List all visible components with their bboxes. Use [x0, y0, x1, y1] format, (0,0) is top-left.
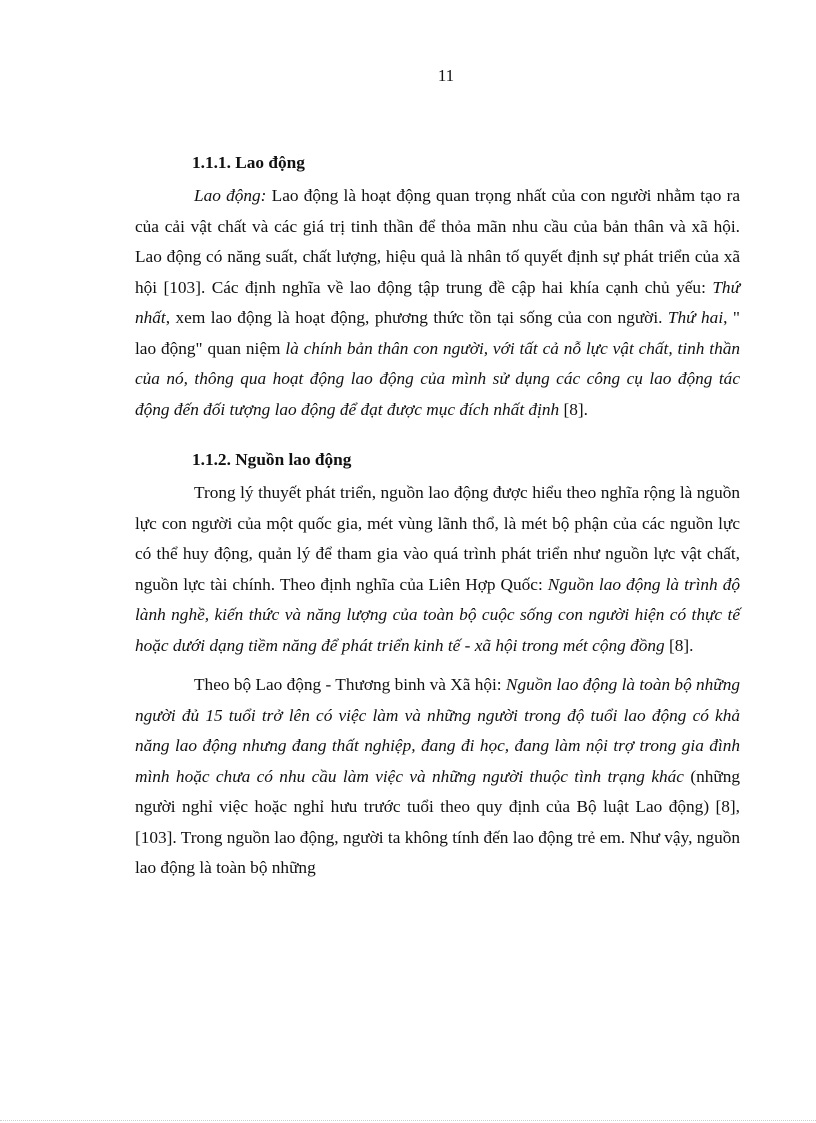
italic-ministry-definition: Nguồn lao động là toàn bộ những người đủ 15 tuổi trở lên có việc làm và những người trong độ tuổi lao động có khả năng lao động nhưng đang thất nghiệp, đang đi học, đang làm nội trợ trong gia đình mình hoặc chưa có nhu cầu làm việc và những người thuộc tình trạng khác	[135, 675, 741, 786]
citation: [8].	[559, 399, 588, 419]
paragraph-text: , xem lao động là hoạt động, phương thức tồn tại sống của con người.	[165, 308, 668, 327]
section-heading-lao-dong: 1.1.1. Lao động	[192, 153, 305, 172]
paragraph-text: Trong lý thuyết phát triển, nguồn lao động được hiểu theo nghĩa rộng là nguồn lực con người của một quốc gia, mét vùng lãnh thổ, là mét bộ phận của các nguồn lực có thể huy động, quản lý để tham gia vào quá trình phát triển như nguồn lực vật chất, nguồn lực tài chính. Theo định nghĩa của Liên Hợp Quốc:	[135, 483, 740, 594]
paragraph-ministry-definition	[135, 670, 740, 884]
paragraph-lao-dong-definition	[135, 181, 740, 425]
page-number: 11	[437, 66, 455, 85]
page-bottom-rule	[0, 1120, 816, 1121]
document-body	[135, 148, 740, 884]
section-heading-nguon-lao-dong: 1.1.2. Nguồn lao động	[192, 450, 352, 469]
paragraph-text: Theo bộ Lao động - Thương binh và Xã hội:	[194, 675, 506, 694]
italic-term-thu-hai: Thứ hai	[667, 308, 724, 327]
italic-term-thu-nhat: Thứ nhất	[135, 277, 740, 327]
paragraph-text: (những người nghỉ việc hoặc nghỉ hưu trước tuổi theo quy định của Bộ luật Lao động) [8], [103]. Trong nguồn lao động, người ta không tính đến lao động trẻ em. Như vậy, nguồn lao động là toàn bộ những	[135, 766, 741, 877]
italic-lead-term: Lao động:	[194, 186, 267, 205]
paragraph-nguon-lao-dong-theory	[135, 478, 740, 661]
paragraph-text: Lao động là hoạt động quan trọng nhất của con người nhằm tạo ra của cải vật chất và các giá trị tinh thần để thỏa mãn nhu cầu của bản thân và xã hội. Lao động có năng suất, chất lượng, hiệu quả là nhân tố quyết định sự phát triển của xã hội [103]. Các định nghĩa về lao động tập trung đề cập hai khía cạnh chủ yếu:	[135, 186, 740, 297]
italic-un-definition: Nguồn lao động là trình độ lành nghề, kiến thức và năng lượng của toàn bộ cuộc sống con người hiện có thực tế hoặc dưới dạng tiềm năng để phát triển kinh tế - xã hội trong mét cộng đồng	[135, 574, 740, 655]
citation: [8].	[664, 635, 694, 655]
paragraph-text: , " lao động" quan niệm	[135, 308, 740, 358]
italic-quotation: là chính bản thân con người, với tất cả nỗ lực vật chất, tinh thần của nó, thông qua hoạt động lao động của mình sử dụng các công cụ lao động tác động đến đối tượng lao động để đạt được mục đích nhất định	[135, 338, 740, 419]
